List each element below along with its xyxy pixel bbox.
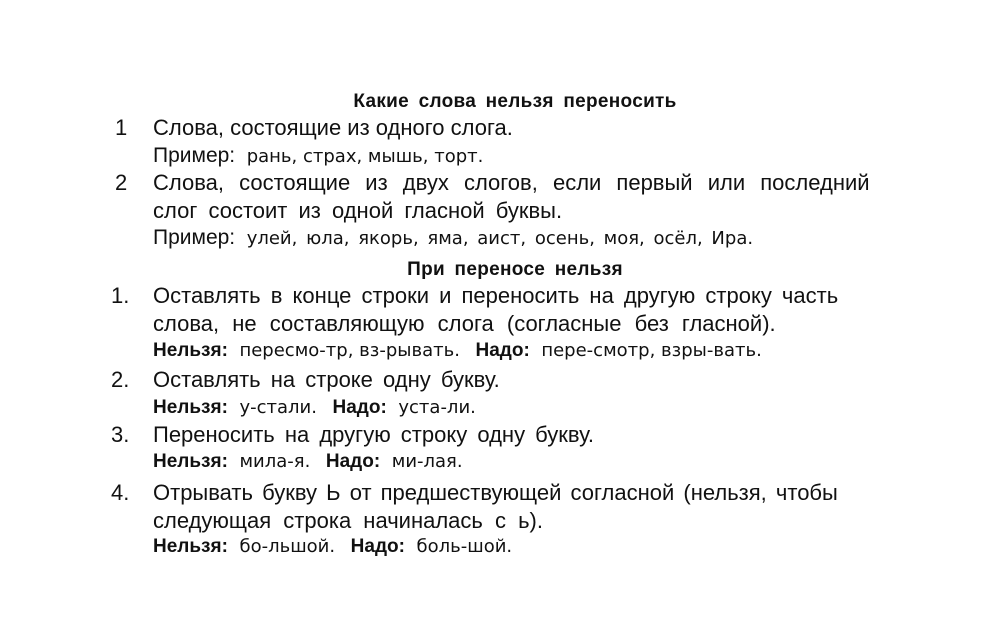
good-label: Надо: (332, 397, 387, 418)
good-label: Надо: (325, 451, 381, 472)
rule-text: Оставлять в конце строки и переносить на другую строку часть (153, 283, 839, 308)
rule-number: 4. (111, 480, 130, 505)
good-label: Надо: (475, 340, 530, 361)
example-line (153, 226, 753, 250)
example-line (153, 396, 476, 419)
rule-text: Слова, состоящие из двух слогов, если первый или последний (153, 170, 870, 195)
rule-number: 2 (115, 170, 128, 195)
good-text: пере-смотр, взры-вать. (541, 340, 762, 361)
rule-number: 1 (115, 115, 128, 140)
good-text: ми-лая. (391, 451, 463, 472)
rule-number: 3. (111, 422, 130, 447)
good-text: уста-ли. (398, 397, 476, 418)
bad-text: мила-я. (239, 451, 311, 472)
section2-title: При переносе нельзя (407, 259, 623, 280)
rule-text: следующая строка начиналась с ь). (153, 508, 543, 533)
rule-text: Переносить на другую строку одну букву. (153, 422, 595, 447)
rule-text: Оставлять на строке одну букву. (153, 367, 500, 392)
rule-text: слог состоит из одной гласной буквы. (153, 198, 563, 223)
rule-number: 1. (111, 283, 130, 308)
bad-text: у-стали. (239, 397, 317, 418)
bad-label: Нельзя: (153, 536, 228, 557)
bad-label: Нельзя: (153, 397, 228, 418)
example-line (153, 450, 463, 473)
bad-text: бо-льшой. (239, 536, 336, 557)
example-text: улей, юла, якорь, яма, аист, осень, моя, осёл, Ира. (246, 228, 754, 249)
good-text: боль-шой. (416, 536, 513, 557)
example-line (153, 339, 762, 362)
good-label: Надо: (350, 536, 405, 557)
example-label: Пример: (153, 226, 236, 249)
section1-title: Какие слова нельзя переносить (353, 91, 677, 112)
rule-text: Слова, состоящие из одного слога. (153, 115, 513, 140)
example-text: рань, страх, мышь, торт. (246, 146, 484, 167)
example-line (153, 535, 512, 558)
bad-text: пересмо-тр, вз-рывать. (239, 340, 460, 361)
rule-number: 2. (111, 367, 130, 392)
example-label: Пример: (153, 144, 236, 167)
rule-text: слова, не составляющую слога (согласные без гласной). (153, 311, 776, 336)
example-line (153, 144, 483, 168)
bad-label: Нельзя: (153, 451, 228, 472)
bad-label: Нельзя: (153, 340, 228, 361)
rule-text: Отрывать букву Ь от предшествующей согласной (нельзя, чтобы (153, 480, 838, 505)
